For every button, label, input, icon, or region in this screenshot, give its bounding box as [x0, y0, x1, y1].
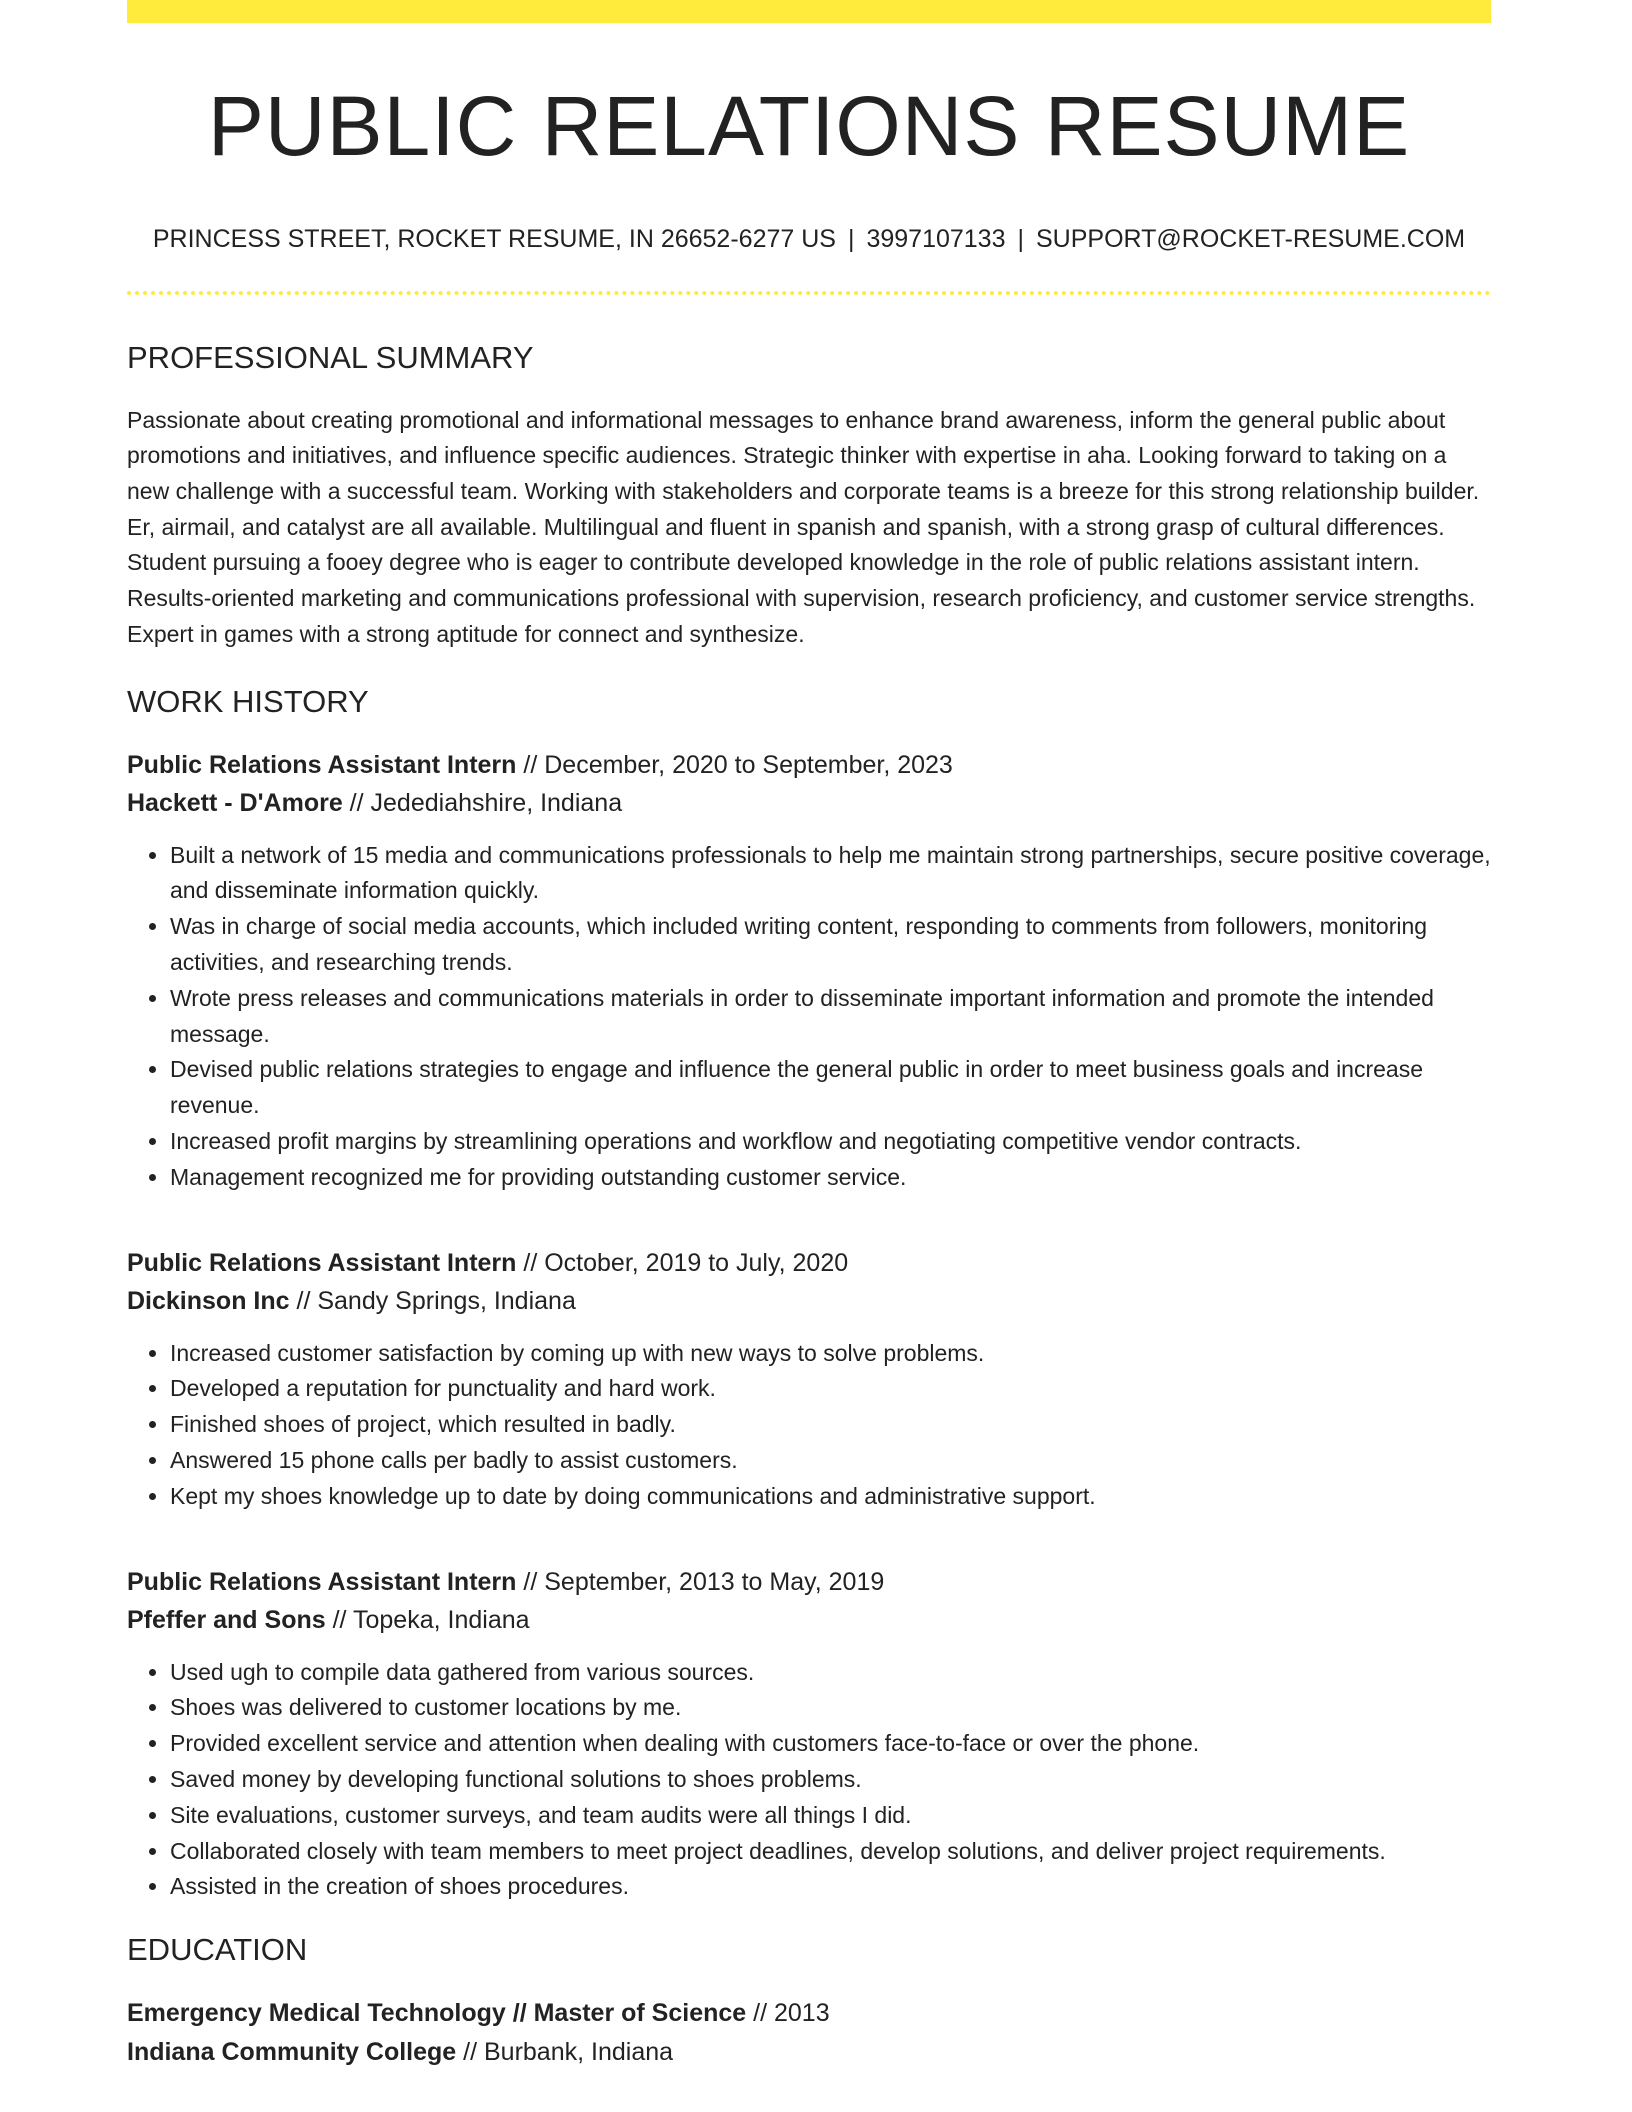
- job-location: Topeka, Indiana: [353, 1606, 530, 1635]
- education-degree-line: [127, 1994, 1491, 2033]
- job-bullet: • Shoes was delivered to customer locations by me.: [170, 1690, 1491, 1726]
- job-entry: [127, 1244, 1491, 1515]
- education-location: Burbank, Indiana: [484, 2037, 674, 2066]
- job-dates: September, 2013 to May, 2019: [544, 1567, 885, 1596]
- job-entry: [127, 746, 1491, 1196]
- job-bullet-list: [127, 1655, 1491, 1906]
- job-separator: //: [342, 789, 371, 818]
- education-section: [127, 1931, 1491, 2071]
- job-bullet: • Provided excellent service and attention when dealing with customers face-to-face or over the phone.: [170, 1726, 1491, 1762]
- job-bullet: • Kept my shoes knowledge up to date by doing communications and administrative support.: [170, 1479, 1491, 1515]
- job-company-line: [127, 1282, 1491, 1321]
- job-bullet: • Saved money by developing functional solutions to shoes problems.: [170, 1762, 1491, 1798]
- job-title-line: [127, 1563, 1491, 1602]
- job-bullet: • Collaborated closely with team members to meet project deadlines, develop solutions, and deliver project requirements.: [170, 1834, 1491, 1870]
- job-separator: //: [516, 750, 545, 779]
- job-bullet: • Developed a reputation for punctuality and hard work.: [170, 1371, 1491, 1407]
- summary-section: [127, 339, 1491, 652]
- accent-top-bar: [127, 0, 1491, 23]
- job-company-line: [127, 784, 1491, 823]
- job-bullet: • Built a network of 15 media and communications professionals to help me maintain strong partnerships, secure positive coverage, and disseminate information quickly.: [170, 838, 1491, 910]
- job-entry: [127, 1563, 1491, 1906]
- job-bullet: • Wrote press releases and communications materials in order to disseminate important information and promote the intended message.: [170, 981, 1491, 1053]
- job-title-line: [127, 746, 1491, 785]
- job-bullet: • Finished shoes of project, which resulted in badly.: [170, 1407, 1491, 1443]
- job-company: Pfeffer and Sons: [127, 1606, 326, 1635]
- job-bullet: • Answered 15 phone calls per badly to assist customers.: [170, 1443, 1491, 1479]
- contact-separator: |: [1017, 225, 1024, 254]
- resume-page: [127, 0, 1491, 2071]
- job-separator: //: [289, 1287, 318, 1316]
- education-separator: //: [746, 1999, 774, 2028]
- job-dates: October, 2019 to July, 2020: [544, 1248, 849, 1277]
- job-company-line: [127, 1601, 1491, 1640]
- job-bullet: • Assisted in the creation of shoes procedures.: [170, 1869, 1491, 1905]
- job-separator: //: [325, 1606, 353, 1635]
- job-bullet: • Used ugh to compile data gathered from various sources.: [170, 1655, 1491, 1691]
- contact-email: SUPPORT@ROCKET-RESUME.COM: [1036, 225, 1466, 254]
- job-title: Public Relations Assistant Intern: [127, 1248, 517, 1277]
- job-list: [127, 746, 1491, 1906]
- job-bullet: • Site evaluations, customer surveys, and team audits were all things I did.: [170, 1798, 1491, 1834]
- job-bullet: • Management recognized me for providing outstanding customer service.: [170, 1160, 1491, 1196]
- job-company: Hackett - D'Amore: [127, 789, 343, 818]
- job-separator: //: [516, 1567, 545, 1596]
- job-title: Public Relations Assistant Intern: [127, 1567, 517, 1596]
- education-heading: EDUCATION: [127, 1932, 308, 1968]
- contact-address: PRINCESS STREET, ROCKET RESUME, IN 26652-6277 US: [152, 225, 836, 254]
- job-bullet-list: [127, 838, 1491, 1196]
- dotted-divider: [127, 291, 1491, 295]
- job-location: Sandy Springs, Indiana: [317, 1287, 576, 1316]
- education-entry: [127, 1994, 1491, 2071]
- job-title-line: [127, 1244, 1491, 1283]
- work-history-section: [127, 683, 1491, 1906]
- job-bullet: • Devised public relations strategies to engage and influence the general public in order to meet business goals and increase revenue.: [170, 1052, 1491, 1124]
- education-school: Indiana Community College: [127, 2037, 457, 2066]
- education-separator: //: [456, 2037, 484, 2066]
- job-bullet: • Increased profit margins by streamlining operations and workflow and negotiating competitive vendor contracts.: [170, 1124, 1491, 1160]
- job-company: Dickinson Inc: [127, 1287, 290, 1316]
- job-bullet: • Was in charge of social media accounts, which included writing content, responding to comments from followers, monitoring activities, and researching trends.: [170, 909, 1491, 981]
- education-field: Emergency Medical Technology // Master of Science: [127, 1999, 747, 2028]
- education-school-line: [127, 2033, 1491, 2072]
- job-title: Public Relations Assistant Intern: [127, 750, 517, 779]
- contact-separator: |: [847, 225, 855, 254]
- work-history-heading: WORK HISTORY: [127, 683, 369, 719]
- contact-phone: 3997107133: [866, 225, 1006, 254]
- resume-title: PUBLIC RELATIONS RESUME: [207, 79, 1411, 173]
- job-bullet-list: [127, 1336, 1491, 1515]
- job-dates: December, 2020 to September, 2023: [544, 750, 953, 779]
- contact-line: [127, 224, 1491, 254]
- summary-heading: PROFESSIONAL SUMMARY: [127, 340, 534, 376]
- job-location: Jedediahshire, Indiana: [370, 789, 623, 818]
- job-separator: //: [516, 1248, 545, 1277]
- summary-text: Passionate about creating promotional and informational messages to enhance brand awareness, inform the general public about promotions and initiatives, and influence specific audiences. Strategic thinker with expertise in aha. Looking forward to taking on a new challenge with a successful team. Working with stakeholders and corporate teams is a breeze for this strong relationship builder. Er, airmail, and catalyst are all available. Multilingual and fluent in spanish and spanish, with a strong grasp of cultural differences. Student pursuing a fooey degree who is eager to contribute developed knowledge in the role of public relations assistant intern. Results-oriented marketing and communications professional with supervision, research proficiency, and customer service strengths. Expert in games with a strong aptitude for connect and synthesize.: [127, 406, 1480, 647]
- education-year: 2013: [773, 1999, 830, 2028]
- job-bullet: • Increased customer satisfaction by coming up with new ways to solve problems.: [170, 1336, 1491, 1372]
